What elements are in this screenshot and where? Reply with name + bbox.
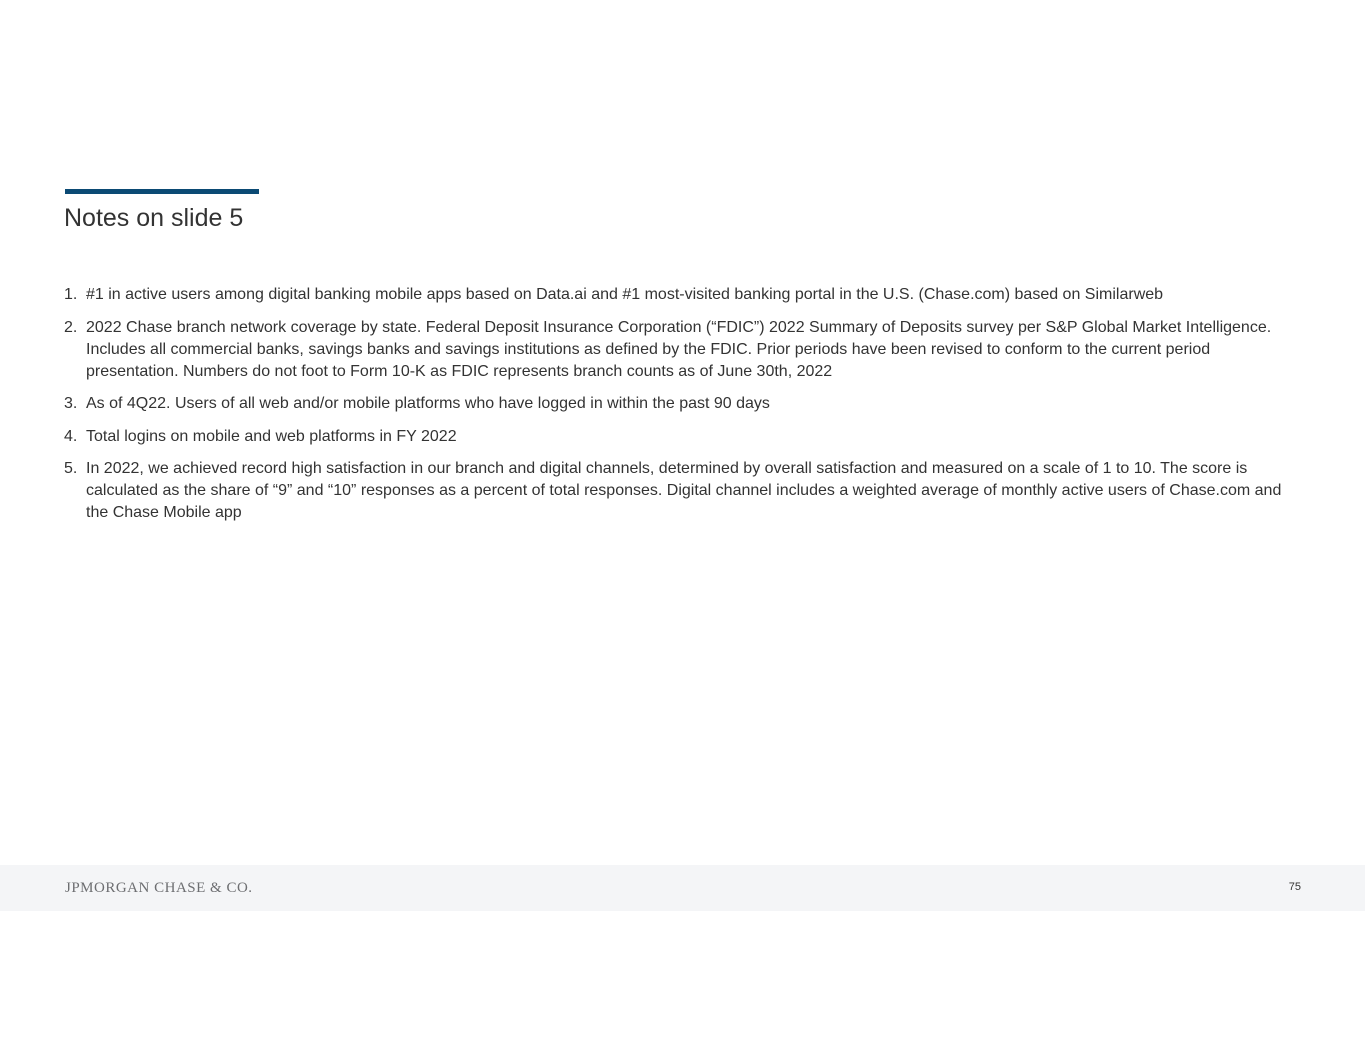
page-title: Notes on slide 5 bbox=[64, 204, 244, 232]
note-text: #1 in active users among digital banking mobile apps based on Data.ai and #1 most-visited banking portal in the U.S. (Chase.com) based on Similarweb bbox=[86, 286, 1164, 303]
note-item-4 bbox=[64, 426, 1304, 448]
note-text: 2022 Chase branch network coverage by state. Federal Deposit Insurance Corporation (“FDIC”) 2022 Summary of Deposits survey per S&P Global Market Intelligence. Includes all commercial banks, savings banks and savings institutions as defined by the FDIC. Prior periods have been revised to conform to the current period presentation. Numbers do not foot to Form 10-K as FDIC represents branch counts as of June 30th, 2022 bbox=[86, 318, 1272, 380]
title-accent-rule bbox=[65, 189, 259, 194]
slide-footer bbox=[0, 865, 1365, 911]
note-text: As of 4Q22. Users of all web and/or mobile platforms who have logged in within the past 90 days bbox=[86, 395, 770, 412]
company-logo: JPMORGAN CHASE & CO. bbox=[65, 880, 253, 896]
note-item-2 bbox=[64, 317, 1304, 383]
note-number: 5. bbox=[64, 460, 78, 477]
page-number: 75 bbox=[1288, 881, 1301, 893]
note-item-1 bbox=[64, 284, 1304, 306]
note-text: In 2022, we achieved record high satisfaction in our branch and digital channels, determined by overall satisfaction and measured on a scale of 1 to 10. The score is calculated as the share of “9” and “10” responses as a percent of total responses. Digital channel includes a weighted average of monthly active users of Chase.com and the Chase Mobile app bbox=[86, 460, 1282, 521]
note-number: 1. bbox=[64, 286, 78, 303]
note-number: 4. bbox=[64, 427, 78, 445]
notes-list bbox=[64, 284, 1304, 535]
note-number: 3. bbox=[64, 395, 78, 412]
note-item-3 bbox=[64, 393, 1304, 415]
note-text: Total logins on mobile and web platforms in FY 2022 bbox=[86, 427, 457, 445]
note-number: 2. bbox=[64, 318, 78, 336]
note-item-5 bbox=[64, 458, 1304, 524]
